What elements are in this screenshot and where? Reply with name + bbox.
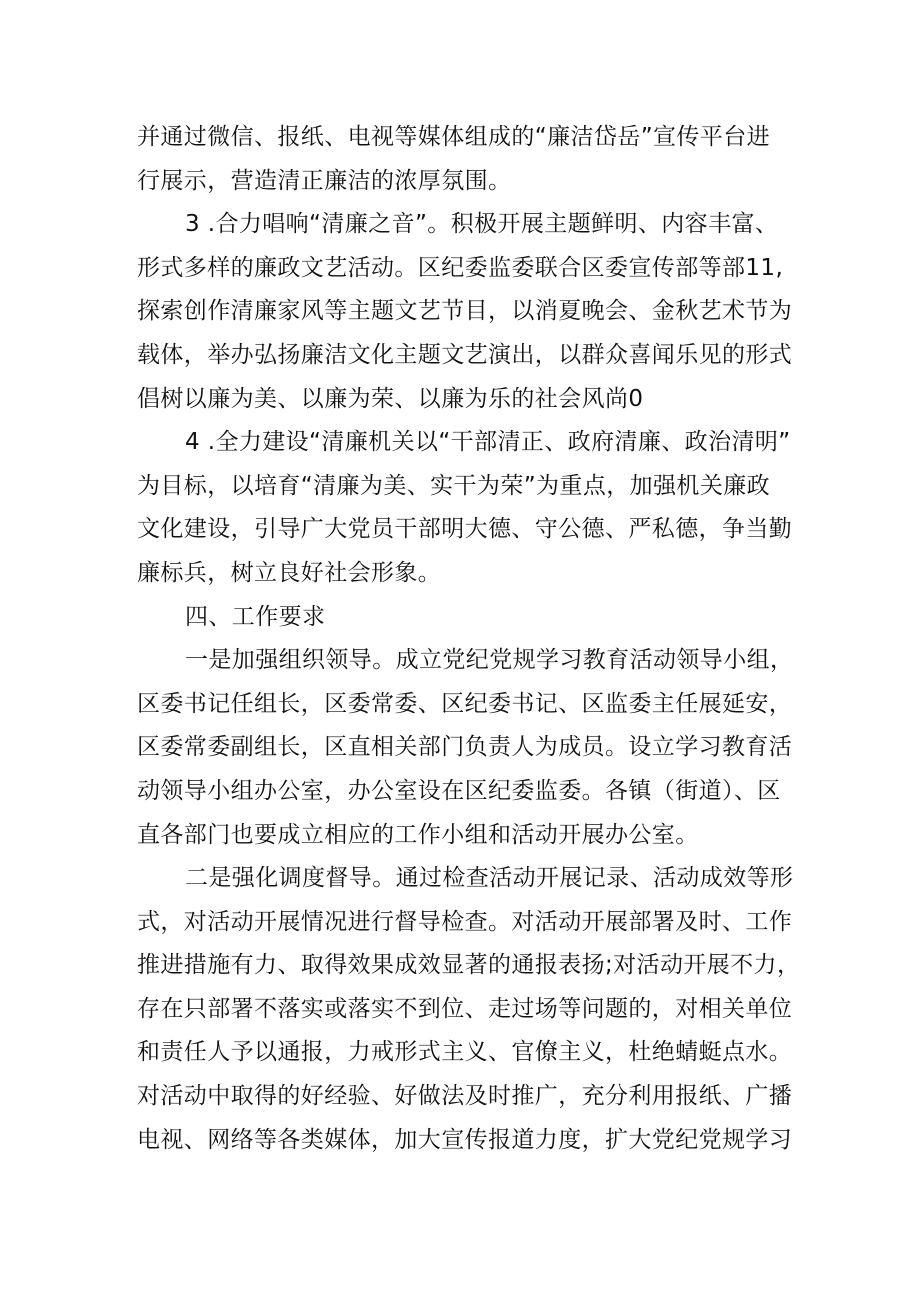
paragraph-start-line: 二是强化调度督导。通过检查活动开展记录、活动成效等形 [185, 865, 794, 892]
text-line: 对活动中取得的好经验、好做法及时推广，充分利用报纸、广播 [137, 1083, 793, 1110]
paragraph-start-line: 一是加强组织领导。成立党纪党规学习教育活动领导小组， [185, 647, 794, 674]
paragraph-start-line: 4 .全力建设“清廉机关以“干部清正、政府清廉、政治清明” [185, 429, 791, 456]
text-line: 并通过微信、报纸、电视等媒体组成的“廉洁岱岳”宣传平台进 [137, 124, 771, 150]
document-body [137, 116, 801, 1162]
text-line: 直各部门也要成立相应的工作小组和活动开展办公室。 [137, 821, 699, 848]
text-line: 倡树以廉为美、以廉为荣、以廉为乐的社会风尚0 [137, 385, 644, 412]
text-line: 探索创作清廉家风等主题文艺节目，以消夏晚会、金秋艺术节为 [137, 298, 793, 325]
text-line: 文化建设，引导广大党员干部明大德、守公德、严私德，争当勤 [137, 516, 793, 543]
text-line: 推进措施有力、取得效果成效显著的通报表扬;对活动开展不力， [137, 952, 801, 979]
text-line: 形式多样的廉政文艺活动。区纪委监委联合区委宣传部等部11, [137, 254, 784, 281]
paragraph-start-line: 3 .合力唱响“清廉之音”。积极开展主题鲜明、内容丰富、 [185, 211, 779, 238]
text-line: 载体，举办弘扬廉洁文化主题文艺演出，以群众喜闻乐见的形式 [137, 341, 793, 368]
text-line: 式，对活动开展情况进行督导检查。对活动开展部署及时、工作 [137, 908, 793, 935]
text-line: 为目标，以培育“清廉为美、实干为荣”为重点，加强机关廉政 [137, 472, 771, 499]
text-line: 区委常委副组长，区直相关部门负责人为成员。设立学习教育活 [137, 734, 793, 761]
text-line: 廉标兵，树立良好社会形象。 [137, 559, 442, 586]
text-line: 电视、网络等各类媒体，加大宣传报道力度，扩大党纪党规学习 [137, 1126, 793, 1153]
text-line: 动领导小组办公室，办公室设在区纪委监委。各镇（街道）、区 [137, 777, 781, 804]
text-line: 和责任人予以通报，力戒形式主义、官僚主义，杜绝蜻蜓点水。 [137, 1039, 793, 1066]
text-line: 区委书记任组长，区委常委、区纪委书记、区监委主任展延安， [137, 690, 793, 717]
text-line: 存在只部署不落实或落实不到位、走过场等问题的，对相关单位 [137, 995, 793, 1022]
section-heading: 四、工作要求 [185, 603, 326, 630]
text-line: 行展示，营造清正廉洁的浓厚氛围。 [137, 167, 512, 194]
